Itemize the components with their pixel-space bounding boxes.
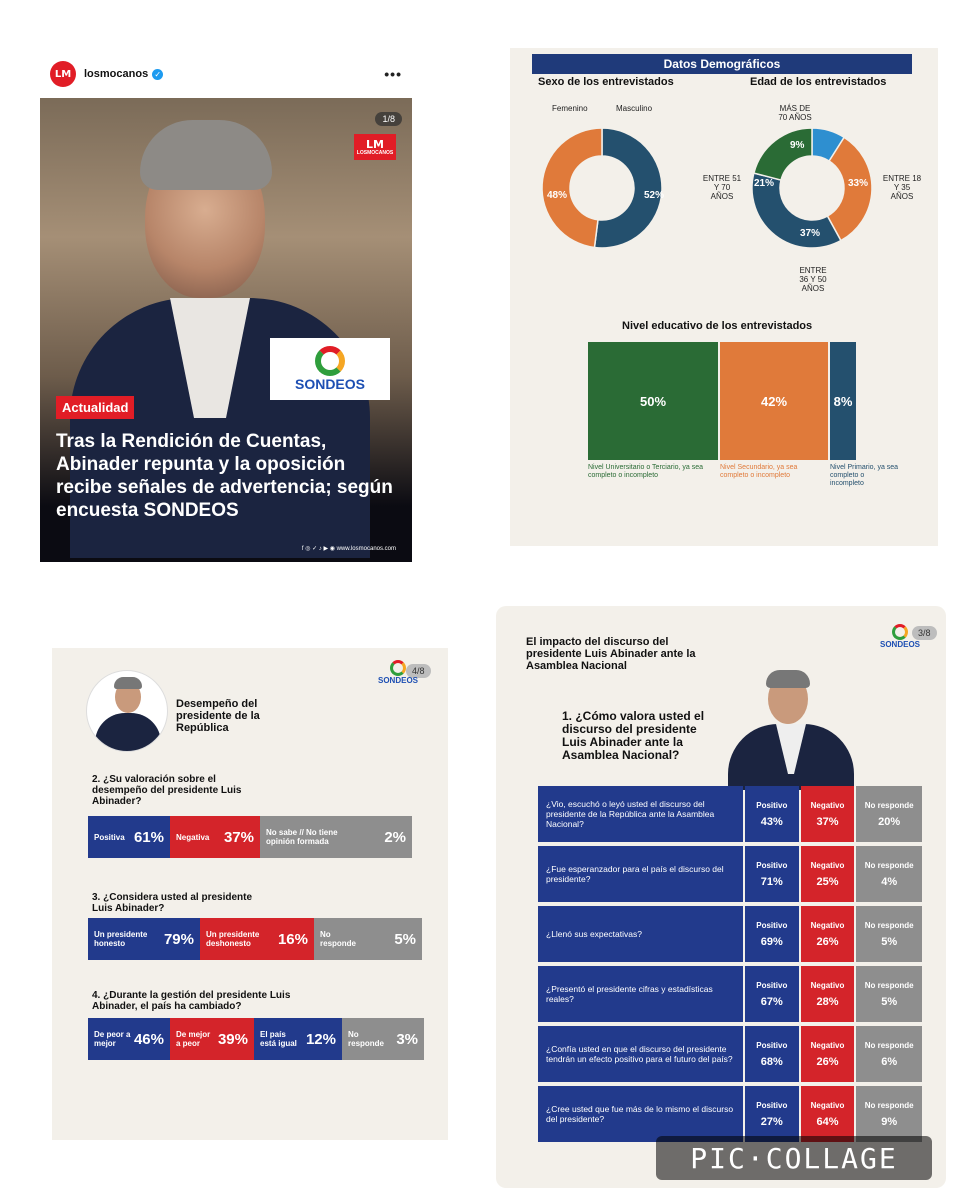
negativo-label: Negativo: [810, 800, 845, 810]
impact-question-1: 1. ¿Cómo valora usted el discurso del presidente Luis Abinader ante la Asamblea Nacional?: [562, 709, 705, 762]
post-headline: Tras la Rendición de Cuentas, Abinader repunta y la oposición recibe señales de advertencia; según encuesta SONDEOS: [56, 431, 393, 521]
sondeos-wordmark: SONDEOS: [880, 640, 921, 649]
sondeos-ring-icon: [892, 624, 908, 640]
age-label-51-70: ENTRE 51 Y 70 AÑOS: [702, 174, 742, 201]
sex-pct-femenino: 48%: [547, 190, 568, 201]
answer-negativa: [170, 816, 260, 858]
answer-no-sabe: [260, 816, 412, 858]
no-responde-cell: [856, 1086, 922, 1142]
positivo-value: 43%: [760, 815, 783, 828]
positivo-label: Positivo: [756, 1040, 788, 1050]
answer-value: 16%: [277, 930, 308, 948]
answer-label: De peor a mejor: [94, 1030, 131, 1048]
no-responde-cell: [856, 846, 922, 902]
positivo-value: 27%: [760, 1115, 783, 1128]
negativo-cell: [801, 906, 855, 962]
positivo-cell: [745, 786, 799, 842]
no-responde-value: 4%: [881, 875, 898, 888]
sondeos-wordmark: SONDEOS: [378, 676, 419, 685]
positivo-value: 69%: [760, 935, 783, 948]
answer-value: 37%: [223, 828, 254, 846]
sex-title: Sexo de los entrevistados: [538, 76, 674, 88]
no-responde-label: No responde: [864, 860, 914, 870]
answer-no-responde: [342, 1018, 424, 1060]
negativo-label: Negativo: [810, 860, 845, 870]
no-responde-value: 5%: [881, 935, 898, 948]
president-photo: [728, 668, 854, 790]
negativo-cell: [801, 1026, 855, 1082]
sondeos-logo: [270, 338, 390, 400]
age-pct-70plus: 9%: [790, 140, 805, 151]
positivo-cell: [745, 1026, 799, 1082]
impact-row: [538, 1026, 922, 1082]
page-indicator: 4/8: [406, 664, 431, 678]
positivo-value: 68%: [760, 1055, 783, 1068]
negativo-value: 37%: [816, 815, 839, 828]
sondeos-logo-small: [378, 660, 418, 685]
answer-value: 46%: [133, 1030, 164, 1048]
answer-honesto: [88, 918, 200, 960]
impact-row-question: ¿Llenó sus expectativas?: [538, 906, 743, 962]
verified-icon: ✓: [152, 69, 163, 80]
sex-donut-chart: [540, 126, 664, 250]
positivo-label: Positivo: [756, 980, 788, 990]
answer-deshonesto: [200, 918, 314, 960]
no-responde-value: 9%: [881, 1115, 898, 1128]
piccollage-watermark: PIC·COLLAGE: [656, 1136, 932, 1180]
positivo-label: Positivo: [756, 1100, 788, 1110]
edu-title: Nivel educativo de los entrevistados: [622, 320, 813, 332]
answer-value: 2%: [384, 828, 406, 846]
photo-hair: [114, 677, 142, 689]
answer-bar-q2: [88, 816, 412, 858]
answer-label: Un presidente deshonesto: [206, 930, 260, 948]
positivo-label: Positivo: [756, 920, 788, 930]
edu-bar-secundario: [720, 342, 828, 460]
no-responde-label: No responde: [864, 800, 914, 810]
no-responde-value: 6%: [881, 1055, 898, 1068]
president-photo: [86, 670, 168, 752]
negativo-label: Negativo: [810, 920, 845, 930]
age-donut-slice-3: [754, 128, 812, 180]
age-label-18-35: ENTRE 18 Y 35 AÑOS: [882, 174, 922, 201]
age-pct-18-35: 33%: [848, 178, 869, 189]
no-responde-label: No responde: [864, 920, 914, 930]
edu-label-universitario: Nivel Universitario o Terciario, ya sea completo o incompleto: [588, 464, 704, 479]
impact-row: [538, 846, 922, 902]
negativo-cell: [801, 966, 855, 1022]
no-responde-value: 5%: [881, 995, 898, 1008]
question-4: 4. ¿Durante la gestión del presidente Luis Abinader, el país ha cambiado?: [92, 990, 291, 1012]
positivo-cell: [745, 966, 799, 1022]
negativo-value: 26%: [816, 935, 839, 948]
positivo-value: 67%: [760, 995, 783, 1008]
category-badge: Actualidad: [56, 396, 134, 419]
positivo-cell: [745, 906, 799, 962]
impact-panel: [496, 606, 946, 1188]
sex-label-femenino: Femenino: [552, 104, 588, 113]
answer-igual: [254, 1018, 342, 1060]
performance-title: Desempeño del presidente de la República: [176, 698, 260, 734]
impact-row-question: ¿Vio, escuchó o leyó usted el discurso del presidente de la República ante la Asamblea Nacional?: [538, 786, 743, 842]
profile-avatar[interactable]: [50, 61, 76, 87]
negativo-value: 64%: [816, 1115, 839, 1128]
photo-hair: [766, 670, 810, 688]
no-responde-cell: [856, 1026, 922, 1082]
sex-donut-slice-1: [542, 128, 602, 248]
answer-label: Positiva: [94, 832, 125, 842]
answer-bar-q3: [88, 918, 422, 960]
answer-value: 79%: [163, 930, 194, 948]
impact-row: [538, 1086, 922, 1142]
impact-row-question: ¿Cree usted que fue más de lo mismo el discurso del presidente?: [538, 1086, 743, 1142]
demographics-panel: [510, 48, 938, 546]
photo-body: [95, 713, 161, 752]
edu-pct-universitario: 50%: [639, 393, 667, 409]
impact-row: [538, 786, 922, 842]
answer-value: 5%: [394, 930, 416, 948]
no-responde-label: No responde: [864, 980, 914, 990]
impact-row: [538, 966, 922, 1022]
answer-value: 12%: [305, 1030, 336, 1048]
answer-value: 61%: [133, 828, 164, 846]
post-header: [40, 50, 412, 98]
answer-label: Un presidente honesto: [94, 930, 148, 948]
answer-bar-q4: [88, 1018, 424, 1060]
losmocanos-logo: [354, 134, 396, 160]
question-2: 2. ¿Su valoración sobre el desempeño del presidente Luis Abinader?: [92, 774, 242, 807]
edu-label-primario: Nivel Primario, ya sea completo o incompleto: [830, 464, 899, 487]
no-responde-label: No responde: [864, 1100, 914, 1110]
performance-panel: [52, 648, 448, 1140]
sex-label-masculino: Masculino: [616, 104, 653, 113]
edu-label-secundario: Nivel Secundario, ya sea completo o incompleto: [720, 464, 798, 479]
answer-label: De mejor a peor: [176, 1030, 211, 1048]
negativo-cell: [801, 786, 855, 842]
answer-label: Negativa: [176, 832, 210, 842]
positivo-label: Positivo: [756, 860, 788, 870]
positivo-cell: [745, 846, 799, 902]
positivo-value: 71%: [760, 875, 783, 888]
demographics-banner: Datos Demográficos: [532, 54, 912, 74]
answer-label: No responde: [348, 1030, 385, 1048]
sex-donut-slice-0: [594, 128, 665, 248]
portrait-hair: [140, 120, 272, 190]
age-title: Edad de los entrevistados: [750, 76, 887, 88]
age-label-70plus: MÁS DE 70 AÑOS: [778, 104, 812, 122]
post-footer: f ◎ ✓ ♪ ▶ ◉ www.losmocanos.com: [301, 546, 396, 552]
age-pct-51-70: 21%: [754, 178, 775, 189]
impact-row-question: ¿Fue esperanzador para el país el discurso del presidente?: [538, 846, 743, 902]
impact-row-question: ¿Presentó el presidente cifras y estadísticas reales?: [538, 966, 743, 1022]
edu-bar-primario: [830, 342, 856, 460]
answer-value: 39%: [217, 1030, 248, 1048]
negativo-cell: [801, 846, 855, 902]
edu-bar-universitario: [588, 342, 718, 460]
avatar-mark: LM: [54, 68, 72, 80]
logo-mark: LM: [366, 137, 384, 151]
answer-mejor-a-peor: [170, 1018, 254, 1060]
positivo-label: Positivo: [756, 800, 788, 810]
age-label-36-50: ENTRE 36 Y 50 AÑOS: [799, 266, 827, 293]
answer-label: No responde: [320, 930, 357, 948]
logo-text: LOSMOCANOS: [356, 149, 394, 156]
more-options-icon[interactable]: •••: [384, 66, 402, 82]
negativo-value: 26%: [816, 1055, 839, 1068]
answer-peor-a-mejor: [88, 1018, 170, 1060]
answer-no-responde: [314, 918, 422, 960]
sex-pct-masculino: 52%: [644, 190, 665, 201]
negativo-cell: [801, 1086, 855, 1142]
question-3: 3. ¿Considera usted al presidente Luis Abinader?: [92, 892, 253, 914]
negativo-label: Negativo: [810, 1100, 845, 1110]
no-responde-label: No responde: [864, 1040, 914, 1050]
no-responde-cell: [856, 786, 922, 842]
answer-value: 3%: [396, 1030, 418, 1048]
age-pct-36-50: 37%: [800, 228, 821, 239]
post-image: [40, 98, 412, 562]
negativo-value: 28%: [816, 995, 839, 1008]
no-responde-cell: [856, 966, 922, 1022]
instagram-post: [40, 50, 412, 562]
sondeos-ring-icon: [390, 660, 406, 676]
page-indicator: 3/8: [912, 626, 937, 640]
answer-label: No sabe // No tiene opinión formada: [266, 828, 338, 846]
positivo-cell: [745, 1086, 799, 1142]
image-counter: 1/8: [375, 112, 402, 126]
no-responde-value: 20%: [878, 815, 901, 828]
edu-pct-primario: 8%: [833, 393, 853, 409]
negativo-value: 25%: [816, 875, 839, 888]
edu-pct-secundario: 42%: [760, 393, 788, 409]
negativo-label: Negativo: [810, 1040, 845, 1050]
answer-label: El país está igual: [260, 1030, 297, 1048]
impact-row-question: ¿Confía usted en que el discurso del presidente tendrán un efecto positivo para el futuro del país?: [538, 1026, 743, 1082]
sondeos-ring-icon: [315, 346, 345, 376]
sondeos-wordmark: SONDEOS: [294, 376, 365, 392]
answer-positiva: [88, 816, 170, 858]
no-responde-cell: [856, 906, 922, 962]
impact-row: [538, 906, 922, 962]
negativo-label: Negativo: [810, 980, 845, 990]
username[interactable]: losmocanos: [84, 68, 149, 80]
impact-title: El impacto del discurso del presidente Luis Abinader ante la Asamblea Nacional: [526, 636, 696, 672]
